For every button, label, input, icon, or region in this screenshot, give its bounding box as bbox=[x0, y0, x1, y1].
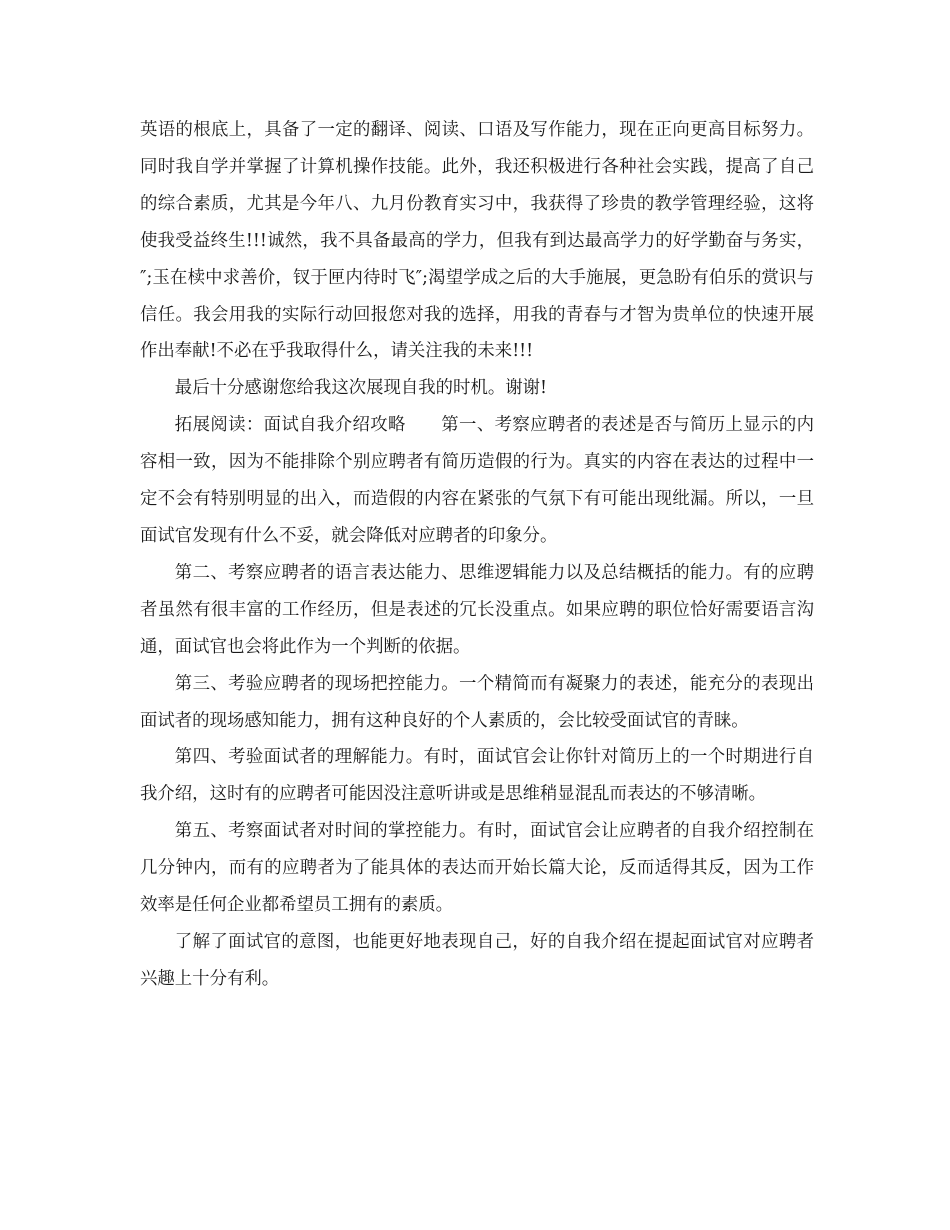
paragraph-8: 了解了面试官的意图，也能更好地表现自己，好的自我介绍在提起面试官对应聘者兴趣上十分有利。 bbox=[140, 931, 814, 989]
paragraph-4: 第二、考察应聘者的语言表达能力、思维逻辑能力以及总结概括的能力。有的应聘者虽然有很丰富的工作经历，但是表述的冗长没重点。如果应聘的职位恰好需要语言沟通，面试官也会将此作为一个判断的依据。 bbox=[140, 562, 814, 657]
paragraph-3: 拓展阅读：面试自我介绍攻略 第一、考察应聘者的表述是否与简历上显示的内容相一致，因为不能排除个别应聘者有简历造假的行为。真实的内容在表达的过程中一定不会有特别明显的出入，而造假的内容在紧张的气氛下有可能出现纰漏。所以，一旦面试官发现有什么不妥，就会降低对应聘者的印象分。 bbox=[140, 415, 814, 546]
paragraph-5: 第三、考验应聘者的现场把控能力。一个精简而有凝聚力的表述，能充分的表现出面试者的现场感知能力，拥有这种良好的个人素质的，会比较受面试官的青睐。 bbox=[140, 673, 814, 731]
paragraph-6: 第四、考验面试者的理解能力。有时，面试官会让你针对简历上的一个时期进行自我介绍，这时有的应聘者可能因没注意听讲或是思维稍显混乱而表达的不够清晰。 bbox=[140, 747, 814, 805]
paragraph-2: 最后十分感谢您给我这次展现自我的时机。谢谢! bbox=[174, 378, 547, 399]
paragraph-7: 第五、考察面试者对时间的掌控能力。有时，面试官会让应聘者的自我介绍控制在几分钟内，而有的应聘者为了能具体的表达而开始长篇大论，反而适得其反，因为工作效率是任何企业都希望员工拥有的素质。 bbox=[140, 821, 814, 916]
document-page bbox=[140, 112, 814, 998]
paragraph-1: 英语的根底上，具备了一定的翻译、阅读、口语及写作能力，现在正向更高目标努力。同时我自学并掌握了计算机操作技能。此外，我还积极进行各种社会实践，提高了自己的综合素质，尤其是今年八、九月份教育实习中，我获得了珍贵的教学管理经验，这将使我受益终生!!!诚然，我不具备最高的学力，但我有到达最高学力的好学勤奋与务实，″;玉在椟中求善价，钗于匣内待时飞″;渴望学成之后的大手施展，更急盼有伯乐的赏识与信任。我会用我的实际行动回报您对我的选择，用我的青春与才智为贵单位的快速开展作出奉献!不必在乎我取得什么，请关注我的未来!!! bbox=[140, 120, 814, 362]
